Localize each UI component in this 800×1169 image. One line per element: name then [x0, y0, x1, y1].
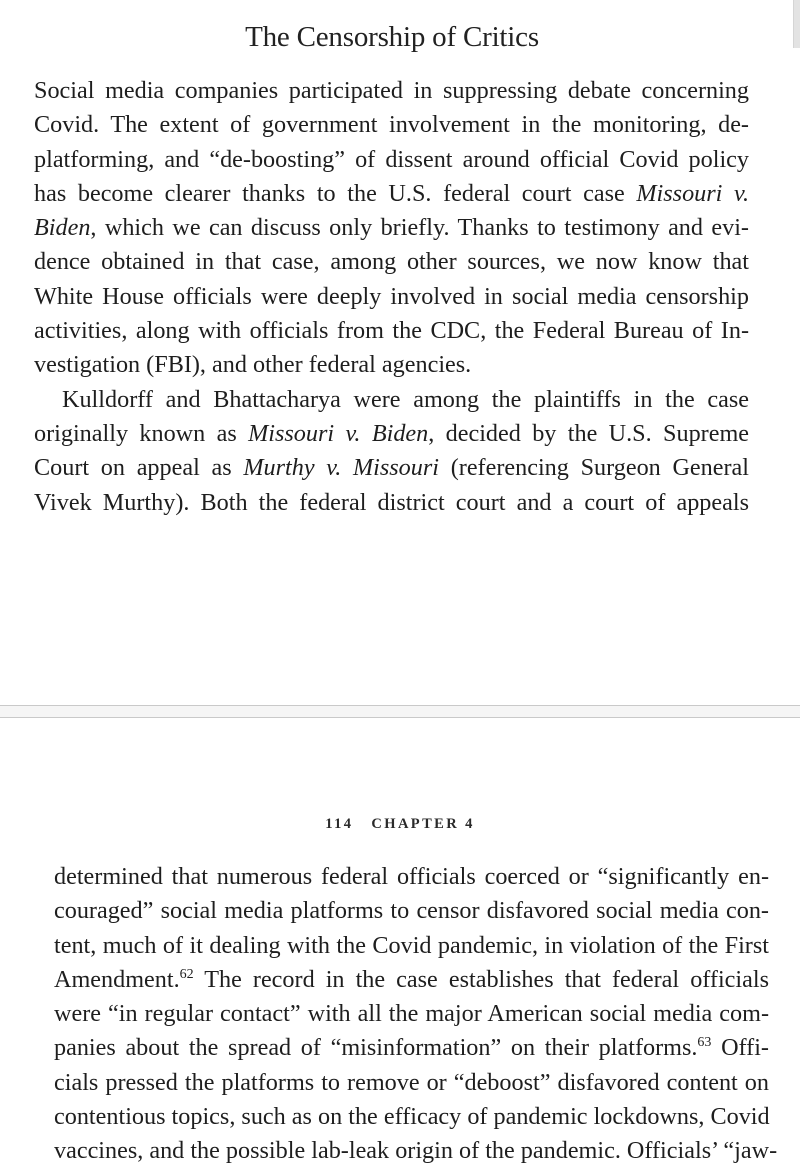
text-line [34, 211, 749, 245]
text-line [54, 1100, 769, 1134]
text-run: (referencing Surgeon General [439, 454, 749, 482]
italic-text: Missouri v. [636, 179, 749, 207]
text-run: Offi- [711, 1034, 769, 1062]
text-run: panies about the spread of “misinformation” on their platforms. [54, 1034, 698, 1062]
footnote-ref[interactable]: 62 [179, 966, 194, 982]
page1-body-text [34, 74, 749, 520]
text-line [54, 997, 769, 1031]
text-run: couraged” social media platforms to censor disfavored social media con- [54, 897, 769, 925]
text-run: were “in regular contact” with all the major American social media com- [54, 1000, 769, 1028]
text-line [54, 894, 769, 928]
text-run: has become clearer thanks to the U.S. federal court case [34, 179, 637, 207]
text-run: , decided by the U.S. Supreme [428, 419, 750, 447]
running-header [0, 816, 800, 833]
scrollbar[interactable] [793, 0, 800, 48]
text-line [54, 929, 769, 963]
page-separator [0, 705, 800, 718]
text-run: Vivek Murthy). Both the federal district court and a court of appeals [34, 488, 749, 516]
text-run: The record in the case establishes that federal officials [193, 965, 769, 993]
text-line [34, 280, 749, 314]
italic-text: Missouri v. Biden [248, 419, 429, 447]
footnote-ref[interactable]: 63 [697, 1035, 712, 1051]
italic-text: Murthy v. Missouri [243, 454, 439, 482]
text-run: Kulldorff and Bhattacharya were among the plaintiffs in the case [62, 385, 749, 413]
text-line [34, 245, 749, 279]
text-run: Court on appeal as [34, 454, 244, 482]
text-run: determined that numerous federal officials coerced or “significantly en- [54, 863, 769, 890]
section-title: The Censorship of Critics [245, 21, 539, 53]
page2-body-text [54, 860, 778, 1169]
text-run: Social media companies participated in suppressing debate concerning [34, 77, 749, 104]
italic-text: Biden [34, 214, 91, 242]
text-run: contentious topics, such as on the efficacy of pandemic lockdowns, Covid [54, 1103, 770, 1131]
text-line [54, 1134, 778, 1168]
text-run: dence obtained in that case, among other sources, we now know that [34, 248, 749, 276]
text-line [54, 860, 769, 894]
text-run: originally known as [34, 419, 249, 447]
text-run: platforming, and “de-boosting” of dissent around official Covid policy [34, 145, 749, 173]
text-run: , which we can discuss only briefly. Thanks to testimony and evi- [90, 214, 749, 242]
text-line [34, 348, 749, 382]
text-run: Covid. The extent of government involvement in the monitoring, de- [34, 111, 749, 139]
text-run: vestigation (FBI), and other federal agencies. [34, 351, 472, 379]
text-run: White House officials were deeply involved in social media censorship [34, 282, 749, 310]
text-run: cials pressed the platforms to remove or “deboost” disfavored content on [54, 1068, 769, 1096]
text-line [34, 143, 749, 177]
text-line [34, 417, 749, 451]
text-line [34, 74, 749, 108]
chapter-label: CHAPTER 4 [371, 816, 475, 832]
text-run: tent, much of it dealing with the Covid pandemic, in violation of the First [54, 931, 769, 959]
text-line [34, 108, 749, 142]
text-line [54, 1066, 769, 1100]
text-line [34, 314, 749, 348]
text-line [54, 963, 769, 997]
page-number: 114 [325, 816, 354, 832]
text-line [34, 451, 749, 485]
text-line [34, 383, 749, 417]
text-run: activities, along with officials from the CDC, the Federal Bureau of In- [34, 317, 749, 345]
text-run: Amendment. [54, 965, 180, 993]
text-line [34, 177, 749, 211]
text-line [34, 486, 749, 520]
text-run: vaccines, and the possible lab-leak origin of the pandemic. Officials’ “jaw- [54, 1137, 778, 1165]
text-line [54, 1031, 769, 1065]
